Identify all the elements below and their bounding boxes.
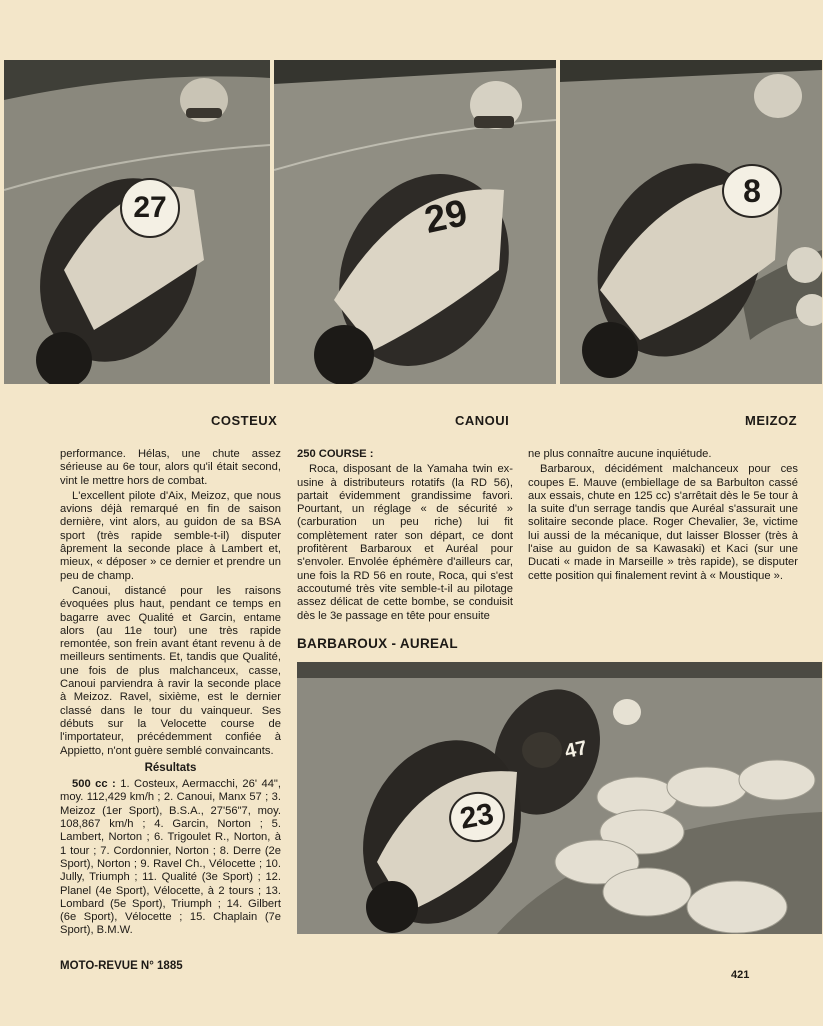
paragraph: L'excellent pilote d'Aix, Meizoz, que nous avions déjà remarqué en fin de saison dernière, vint alors, au guidon de sa BSA sport (très rapide semble-t-il) disputer âprement la seconde place à Lambert et, mieux, « déposer » ce dernier et prendre un peu de champ. [60,489,281,582]
magazine-footer: MOTO-REVUE N° 1885 [60,960,183,972]
results-heading: Résultats [144,761,197,774]
caption-meizoz: MEIZOZ [745,413,798,428]
results-text [60,778,281,938]
results-list: 1. Costeux, Aermacchi, 26' 44", moy. 112,429 km/h ; 2. Canoui, Manx 57 ; 3. Meizoz (1er Sport), B.S.A., 27'56"7, moy. 108,867 km/h ; 4. Garcin, Norton ; 5. Lambert, Norton ; 6. Trigoulet R., Norton, à 1 tour ; 7. Cordonnier, Norton ; 8. Derre (2e Sport), Norton ; 9. Ravel Ch., Vélocette ; 10. Jully, Triumph ; 11. Qualité (3e Sport) ; 12. Planel (4e Sport), Vélocette, à 2 tours ; 13. Lombard (5e Sport), Triumph ; 14. Gilbert (6e Sport), Vélocette ; 15. Chaplain (7e Sport), B.M.W. [60,778,281,937]
article-column-3 [528,448,798,585]
race-number-badge: 8 [722,164,782,218]
paragraph: Roca, disposant de la Yamaha twin ex-usine à distributeurs rotatifs (la RD 56), partait évidemment grandissime favori. Pourtant, un réglage « de sécurité » (carburation un peu riche) lui fit complètement rater son départ, ce dont profitèrent Barbaroux et Auréal pour s'envoler. Envolée éphémère d'ailleurs car, une fois la RD 56 en route, Roca, qui s'est accoutumé très vite semble-t-il au pilotage assez délicat de cette bombe, se conduisit dès le 3e passage en tête pour ensuite [297,463,513,622]
caption-barbaroux-aureal: BARBAROUX - AUREAL [297,636,458,651]
race-number-badge: 27 [120,178,180,238]
photo-barbaroux-aureal [297,662,822,934]
caption-canoui: CANOUI [455,413,510,428]
paragraph: ne plus connaître aucune inquiétude. [528,448,712,460]
results-class: 500 cc : [72,778,116,791]
section-subheading: 250 COURSE : [297,448,374,460]
paragraph: Barbaroux, décidément malchanceux pour ces coupes E. Mauve (embiellage de sa Barbulton cassé aux essais, chute en 125 cc) s'arrêtait dès le 5e tour à la suite d'un serrage tandis que Auréal s'assurait une solitaire seconde place. Roger Chevalier, 3e, victime lui aussi de la mécanique, dut laisser Blosser (très à l'aise au guidon de sa Kawasaki) et Kaci (sur une Ducati « made in Marseille » très rapide), se disputer cette position qui finalement revint à « Moustique ». [528,463,798,582]
paragraph: performance. Hélas, une chute assez sérieuse au 6e tour, alors qu'il était second, vint le mettre hors de combat. [60,448,281,487]
race-number-badge: 47 [562,736,590,763]
caption-costeux: COSTEUX [211,413,278,428]
race-number-badge: 23 [445,788,509,847]
paragraph: Canoui, distancé pour les raisons évoquées plus haut, pendant ce temps en bagarre avec Qualité et Garcin, entame alors (au 11e tour) une très rapide remontée, son frein avant étant revenu à de meilleurs sentiments. Et, tandis que Qualité, une fois de plus malchanceux, casse, Canoui parviendra à ravir la seconde place à Meizoz. Ravel, sixième, est le dernier classé dans le tour du vainqueur. Ses débuts sur la Velocette course de l'importateur, précédemment confiée à Appietto, n'ont guère semblé convaincants. [60,584,281,757]
article-column-2 [297,448,513,625]
article-column-1 [60,448,281,940]
page-number: 421 [731,969,750,981]
race-number-badge: 29 [420,191,471,242]
photo-costeux [4,60,270,384]
photo-meizoz [560,60,822,384]
photo-canoui [274,60,556,384]
